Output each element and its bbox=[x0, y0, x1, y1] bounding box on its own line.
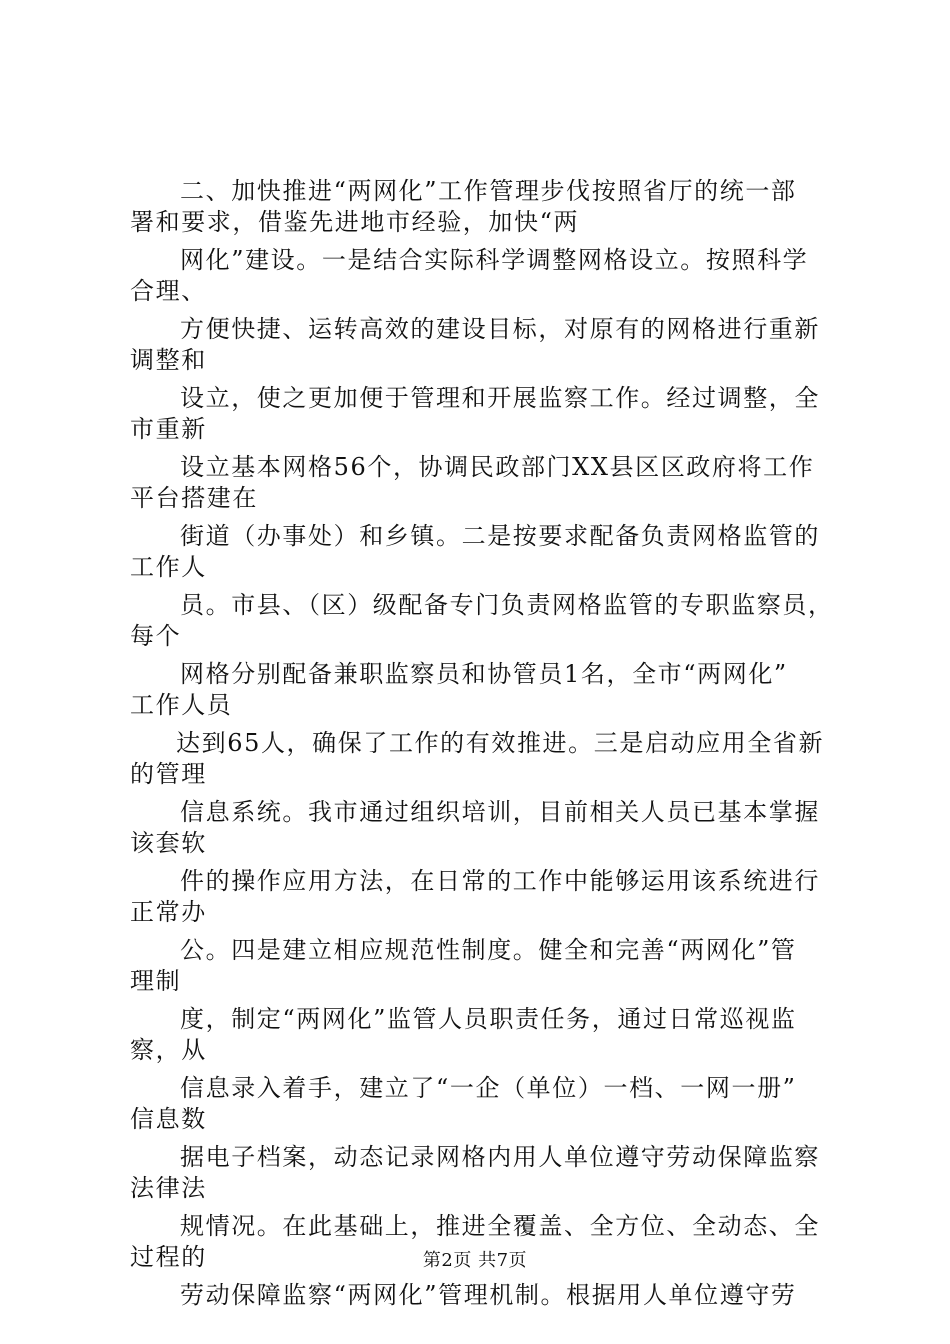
text-line: 署和要求，借鉴先进地市经验，加快“两 bbox=[130, 208, 580, 236]
text-line: 的管理 bbox=[130, 760, 207, 788]
text-line: 网化”建设。一是结合实际科学调整网格设立。按照科学 bbox=[180, 246, 809, 274]
text-line: 员。市县、（区）级配备专门负责网格监管的专职监察员， bbox=[180, 591, 834, 619]
document-body bbox=[130, 176, 850, 1311]
text-line: 件的操作应用方法，在日常的工作中能够运用该系统进行 bbox=[180, 867, 820, 895]
text-line: 设立，使之更加便于管理和开展监察工作。经过调整，全 bbox=[180, 384, 820, 412]
text-line: 过程的 bbox=[130, 1243, 207, 1271]
text-line: 察，从 bbox=[130, 1036, 207, 1064]
text-line: 正常办 bbox=[130, 898, 207, 926]
text-line: 信息数 bbox=[130, 1105, 207, 1133]
text-line: 方便快捷、运转高效的建设目标，对原有的网格进行重新 bbox=[180, 315, 820, 343]
text-line: 该套软 bbox=[130, 829, 207, 857]
text-line: 街道（办事处）和乡镇。二是按要求配备负责网格监管的 bbox=[180, 522, 820, 550]
text-line: 公。四是建立相应规范性制度。健全和完善“两网化”管 bbox=[180, 936, 797, 964]
text-line: 劳动保障监察“两网化”管理机制。根据用人单位遵守劳 bbox=[180, 1281, 797, 1309]
text-line: 网格分别配备兼职监察员和协管员1名，全市“两网化” bbox=[180, 660, 788, 688]
text-line: 据电子档案，动态记录网格内用人单位遵守劳动保障监察 bbox=[180, 1143, 820, 1171]
text-line: 信息录入着手，建立了“一企（单位）一档、一网一册” bbox=[180, 1074, 797, 1102]
text-line: 理制 bbox=[130, 967, 182, 995]
page-number-footer: 第2页 共7页 bbox=[422, 1250, 528, 1271]
text-line: 设立基本网格56个，协调民政部门XX县区区政府将工作 bbox=[180, 453, 815, 481]
text-line: 规情况。在此基础上，推进全覆盖、全方位、全动态、全 bbox=[180, 1212, 820, 1240]
text-line: 工作人 bbox=[130, 553, 207, 581]
text-line: 达到65人，确保了工作的有效推进。三是启动应用全省新 bbox=[176, 729, 825, 757]
text-line: 信息系统。我市通过组织培训，目前相关人员已基本掌握 bbox=[180, 798, 820, 826]
text-line: 法律法 bbox=[130, 1174, 207, 1202]
text-line: 度，制定“两网化”监管人员职责任务，通过日常巡视监 bbox=[180, 1005, 797, 1033]
text-line: 平台搭建在 bbox=[130, 484, 258, 512]
text-line: 二、加快推进“两网化”工作管理步伐按照省厅的统一部 bbox=[180, 177, 797, 205]
text-line: 市重新 bbox=[130, 415, 207, 443]
text-line: 合理、 bbox=[130, 277, 207, 305]
text-line: 每个 bbox=[130, 622, 182, 650]
text-line: 工作人员 bbox=[130, 691, 233, 719]
text-line: 调整和 bbox=[130, 346, 207, 374]
